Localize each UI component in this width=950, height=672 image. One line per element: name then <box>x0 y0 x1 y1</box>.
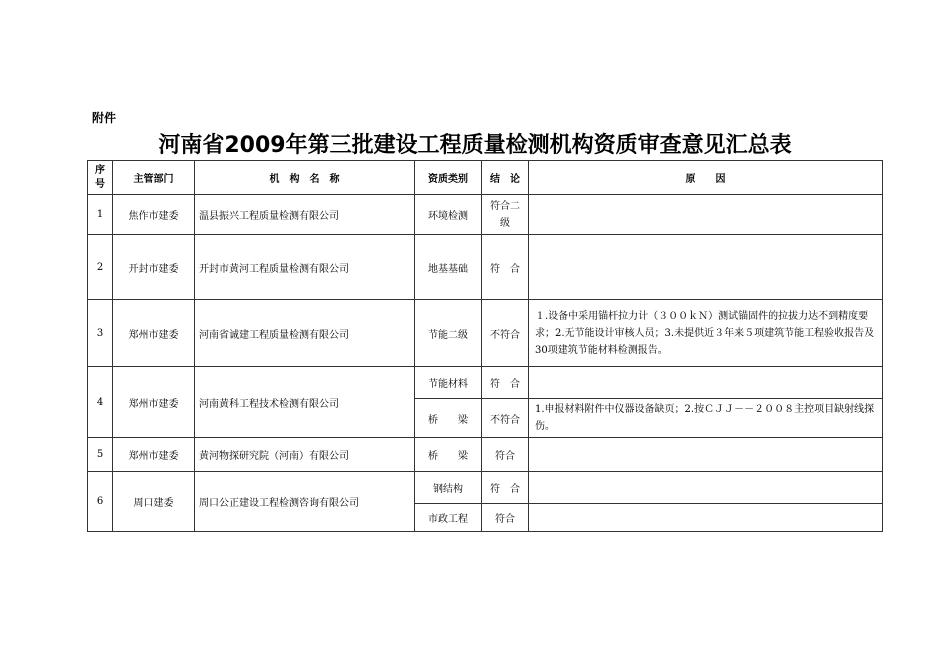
cell-reason <box>529 195 883 235</box>
cell-dept: 郑州市建委 <box>113 438 195 472</box>
cell-reason: 1.申报材料附件中仪器设备缺页；2.按ＣＪＪ－－２００８主控项目缺射线探伤。 <box>529 399 883 438</box>
cell-conclusion: 符合二级 <box>482 195 529 235</box>
attachment-label: 附件 <box>92 111 117 125</box>
cell-seq: 2 <box>88 235 113 300</box>
cell-conclusion: 符 合 <box>482 367 529 399</box>
cell-org: 黄河物探研究院（河南）有限公司 <box>195 438 415 472</box>
header-org: 机 构 名 称 <box>195 161 415 195</box>
cell-dept: 开封市建委 <box>113 235 195 300</box>
cell-reason <box>529 472 883 504</box>
cell-conclusion: 符合 <box>482 504 529 532</box>
header-dept: 主管部门 <box>113 161 195 195</box>
cell-qual: 节能材料 <box>415 367 482 399</box>
cell-reason <box>529 504 883 532</box>
cell-org: 周口公正建设工程检测咨询有限公司 <box>195 472 415 532</box>
cell-seq: 1 <box>88 195 113 235</box>
table-row <box>88 195 883 235</box>
cell-org: 河南黄科工程技术检测有限公司 <box>195 367 415 438</box>
cell-reason <box>529 235 883 300</box>
header-reason: 原 因 <box>529 161 883 195</box>
cell-qual: 桥 梁 <box>415 399 482 438</box>
cell-reason <box>529 438 883 472</box>
cell-seq: 6 <box>88 472 113 532</box>
summary-table <box>87 160 883 532</box>
cell-conclusion: 不符合 <box>482 300 529 367</box>
cell-org: 开封市黄河工程质量检测有限公司 <box>195 235 415 300</box>
cell-seq: 3 <box>88 300 113 367</box>
cell-qual: 节能二级 <box>415 300 482 367</box>
cell-conclusion: 符 合 <box>482 472 529 504</box>
cell-dept: 郑州市建委 <box>113 367 195 438</box>
table-row <box>88 472 883 504</box>
cell-dept: 焦作市建委 <box>113 195 195 235</box>
cell-qual: 环境检测 <box>415 195 482 235</box>
header-seq: 序号 <box>88 161 113 195</box>
header-conclusion: 结 论 <box>482 161 529 195</box>
cell-dept: 周口建委 <box>113 472 195 532</box>
cell-qual: 桥 梁 <box>415 438 482 472</box>
table-row <box>88 438 883 472</box>
cell-conclusion: 符 合 <box>482 235 529 300</box>
cell-conclusion: 符合 <box>482 438 529 472</box>
cell-reason: １.设备中采用锚杆拉力计（３００ｋＮ）测试锚固件的拉拔力达不到精度要求；2.无节能设计审核人员；3.未提供近３年来５项建筑节能工程验收报告及30项建筑节能材料检测报告。 <box>529 300 883 367</box>
cell-dept: 郑州市建委 <box>113 300 195 367</box>
cell-qual: 市政工程 <box>415 504 482 532</box>
cell-org: 河南省诚建工程质量检测有限公司 <box>195 300 415 367</box>
table-row <box>88 235 883 300</box>
cell-org: 温县振兴工程质量检测有限公司 <box>195 195 415 235</box>
cell-conclusion: 不符合 <box>482 399 529 438</box>
cell-qual: 地基基础 <box>415 235 482 300</box>
header-qual: 资质类别 <box>415 161 482 195</box>
cell-reason <box>529 367 883 399</box>
table-row <box>88 300 883 367</box>
table-row <box>88 367 883 399</box>
cell-qual: 钢结构 <box>415 472 482 504</box>
document-title: 河南省2009年第三批建设工程质量检测机构资质审查意见汇总表 <box>158 133 792 158</box>
table-header-row <box>88 161 883 195</box>
cell-seq: 4 <box>88 367 113 438</box>
cell-seq: 5 <box>88 438 113 472</box>
